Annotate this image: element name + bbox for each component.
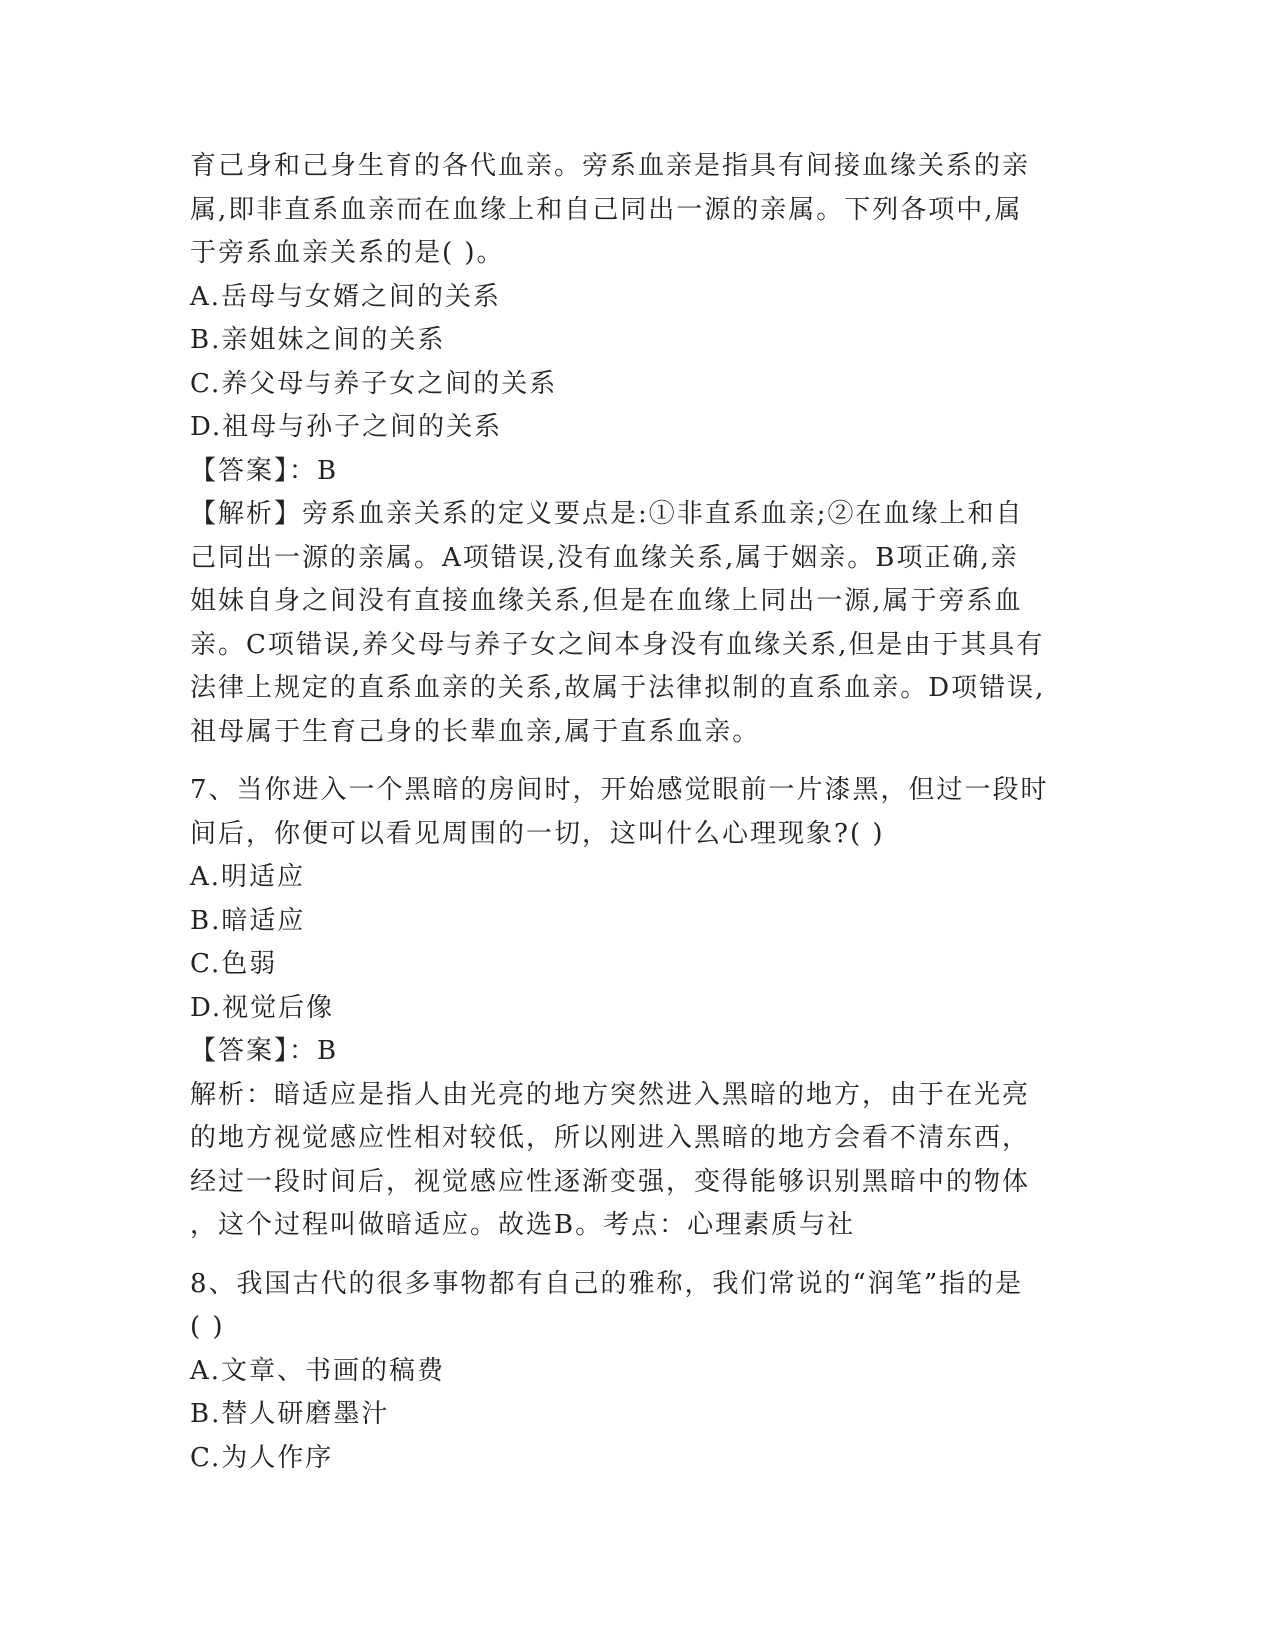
question-8-block (190, 1263, 1085, 1481)
question-stem-line: 属,即非直系血亲而在血缘上和自己同出一源的亲属。下列各项中,属 (190, 194, 1023, 225)
analysis-line: 姐妹自身之间没有直接血缘关系,但是在血缘上同出一源,属于旁系血 (190, 586, 1023, 616)
analysis-line: 己同出一源的亲属。A项错误,没有血缘关系,属于姻亲。B项正确,亲 (190, 542, 1019, 573)
analysis-line: 【解析】旁系血亲关系的定义要点是:①非直系血亲;②在血缘上和自 (190, 499, 1024, 529)
option-c: C.养父母与养子女之间的关系 (190, 368, 558, 399)
option-d: D.祖母与孙子之间的关系 (190, 412, 503, 442)
analysis-line: 解析：暗适应是指人由光亮的地方突然进入黑暗的地方，由于在光亮 (190, 1079, 1031, 1110)
question-stem-line: 8、我国古代的很多事物都有自己的雅称，我们常说的“润笔”指的是 (190, 1268, 1024, 1299)
analysis-line: 的地方视觉感应性相对较低，所以刚进入黑暗的地方会看不清东西， (190, 1123, 1031, 1153)
analysis-line: ，这个过程叫做暗适应。故选B。考点：心理素质与社 (190, 1210, 856, 1240)
option-a: A.岳母与女婿之间的关系 (190, 281, 502, 312)
option-c: C.为人作序 (190, 1442, 334, 1473)
question-stem-line: 间后，你便可以看见周围的一切，这叫什么心理现象?( ) (190, 818, 885, 849)
option-b: B.亲姐妹之间的关系 (190, 325, 446, 355)
analysis-line: 经过一段时间后，视觉感应性逐渐变强，变得能够识别黑暗中的物体 (190, 1166, 1031, 1197)
spacer (190, 754, 1085, 769)
option-a: A.明适应 (190, 862, 306, 892)
option-c: C.色弱 (190, 949, 278, 979)
question-6-block (190, 145, 1085, 754)
analysis-line: 法律上规定的直系血亲的关系,故属于法律拟制的直系血亲。D项错误, (190, 673, 1046, 703)
question-stem-line: ( ) (190, 1312, 225, 1342)
option-b: B.替人研磨墨汁 (190, 1399, 390, 1429)
analysis-line: 祖母属于生育己身的长辈血亲,属于直系血亲。 (190, 716, 761, 747)
question-7-block (190, 769, 1085, 1248)
spacer (190, 1248, 1085, 1263)
page-content (190, 145, 1085, 1480)
answer-line: 【答案】：B (190, 1036, 339, 1066)
question-stem-line: 7、当你进入一个黑暗的房间时，开始感觉眼前一片漆黑，但过一段时 (190, 775, 1049, 805)
analysis-line: 亲。C项错误,养父母与养子女之间本身没有血缘关系,但是由于其具有 (190, 629, 1045, 660)
option-d: D.视觉后像 (190, 992, 335, 1023)
option-a: A.文章、书画的稿费 (190, 1355, 446, 1386)
question-stem-line: 于旁系血亲关系的是( )。 (190, 238, 505, 268)
option-b: B.暗适应 (190, 905, 306, 936)
answer-line: 【答案】：B (190, 455, 339, 486)
question-stem-line: 育己身和己身生育的各代血亲。旁系血亲是指具有间接血缘关系的亲 (190, 151, 1031, 181)
